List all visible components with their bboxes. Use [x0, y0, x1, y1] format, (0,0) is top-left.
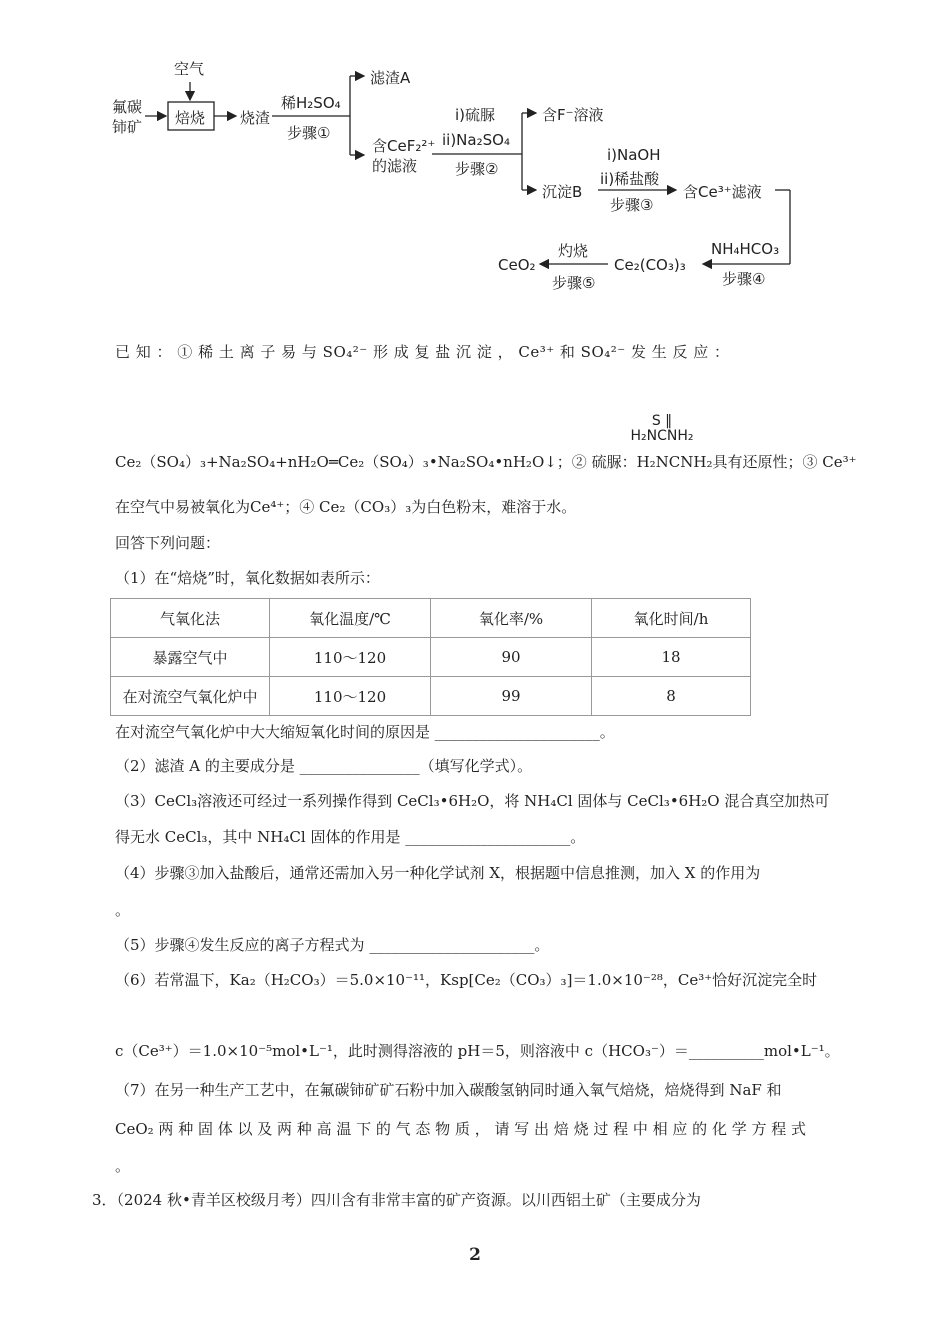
ore-label-1: 氟碳	[112, 98, 143, 116]
table-header: 气氧化法	[111, 599, 270, 638]
thiourea-structure: S ‖ H₂NCNH₂	[630, 413, 694, 444]
table-header-row	[111, 599, 751, 638]
table-cell: 90	[431, 638, 592, 677]
table-cell: 110～120	[270, 638, 431, 677]
step3-i-label: i)NaOH	[607, 146, 661, 164]
step5-label: 步骤⑤	[552, 274, 596, 292]
table-cell: 8	[592, 677, 751, 716]
ore-label-2: 铈矿	[112, 118, 143, 136]
flow-arrows	[0, 0, 950, 300]
roast-slag-label: 烧渣	[240, 109, 271, 127]
residue-a-label: 滤渣A	[370, 69, 411, 87]
step3-label: 步骤③	[610, 196, 654, 214]
acid-label: 稀H₂SO₄	[281, 94, 341, 112]
question-6-line-1: （6）若常温下，Ka₂（H₂CO₃）＝5.0×10⁻¹¹，Ksp[Ce₂（CO₃）₃]＝1.0×10⁻²⁸，Ce³⁺恰好沉淀完全时	[115, 971, 818, 989]
burn-label: 灼烧	[558, 242, 589, 260]
question-3-line-2: 得无水 CeCl₃，其中 NH₄Cl 固体的作用是 ______________________。	[115, 828, 586, 846]
ce2co3-label: Ce₂(CO₃)₃	[614, 256, 686, 274]
table-cell: 在对流空气氧化炉中	[111, 677, 270, 716]
table-row	[111, 677, 751, 716]
question-7-line-3: 。	[115, 1157, 131, 1175]
oxidation-table	[110, 598, 751, 716]
precip-b-label: 沉淀B	[542, 183, 583, 201]
table-cell: 110～120	[270, 677, 431, 716]
question-4-line-1: （4）步骤③加入盐酸后，通常还需加入另一种化学试剂 X，根据题中信息推测，加入 X 的作用为	[115, 864, 761, 882]
question-3-line-1: （3）CeCl₃溶液还可经过一系列操作得到 CeCl₃•6H₂O，将 NH₄Cl 固体与 CeCl₃•6H₂O 混合真空加热可	[115, 792, 830, 810]
intro-text: 回答下列问题：	[115, 534, 221, 552]
table-row	[111, 638, 751, 677]
step2-label: 步骤②	[455, 160, 499, 178]
step3-ii-label: ii)稀盐酸	[600, 170, 660, 188]
f-solution-label: 含F⁻溶液	[542, 106, 604, 124]
table-cell: 99	[431, 677, 592, 716]
step2-i-label: i)硫脲	[455, 106, 496, 124]
step4-label: 步骤④	[722, 270, 766, 288]
table-cell: 暴露空气中	[111, 638, 270, 677]
table-header: 氧化温度/℃	[270, 599, 431, 638]
question-1-blank: 在对流空气氧化炉中大大缩短氧化时间的原因是 ______________________。	[115, 723, 615, 741]
question-7-line-2: CeO₂ 两 种 固 体 以 及 两 种 高 温 下 的 气 态 物 质 ， 请 写 出 焙 烧 过 程 中 相 应 的 化 学 方 程 式	[115, 1120, 807, 1138]
known-line-3: 在空气中易被氧化为Ce⁴⁺；④ Ce₂（CO₃）₃为白色粉末，难溶于水。	[115, 498, 577, 516]
question-2: （2）滤渣 A 的主要成分是 ________________（填写化学式）。	[115, 757, 533, 775]
nh4hco3-label: NH₄HCO₃	[711, 240, 780, 258]
air-label: 空气	[174, 60, 205, 78]
step2-ii-label: ii)Na₂SO₄	[442, 131, 510, 149]
question-1: （1）在“焙烧”时，氧化数据如表所示：	[115, 569, 380, 587]
table-header: 氧化率/%	[431, 599, 592, 638]
question-4-line-2: 。	[115, 901, 131, 919]
table-header: 氧化时间/h	[592, 599, 751, 638]
question-next: 3．（2024 秋•青羊区校级月考）四川含有非常丰富的矿产资源。以川西铝土矿（主要成分为	[92, 1191, 701, 1209]
cef-label-2: 的滤液	[372, 157, 418, 175]
question-7-line-1: （7）在另一种生产工艺中，在氟碳铈矿矿石粉中加入碳酸氢钠同时通入氧气焙烧，焙烧得到 NaF 和	[115, 1081, 782, 1099]
ceo2-label: CeO₂	[498, 256, 536, 274]
page-number: 2	[469, 1245, 481, 1265]
ce3-filtrate-label: 含Ce³⁺滤液	[683, 183, 762, 201]
table-cell: 18	[592, 638, 751, 677]
known-line-1: 已 知 ： ① 稀 土 离 子 易 与 SO₄²⁻ 形 成 复 盐 沉 淀 ， Ce³⁺ 和 SO₄²⁻ 发 生 反 应 ：	[115, 343, 730, 361]
known-line-2: Ce₂（SO₄）₃+Na₂SO₄+nH₂O═Ce₂（SO₄）₃•Na₂SO₄•nH₂O↓；② 硫脲：H₂NCNH₂具有还原性；③ Ce³⁺	[115, 453, 857, 471]
question-5: （5）步骤④发生反应的离子方程式为 ______________________。	[115, 936, 550, 954]
roast-label: 焙烧	[175, 109, 206, 127]
cef-label-1: 含CeF₂²⁺	[372, 137, 436, 155]
question-6-line-2: c（Ce³⁺）＝1.0×10⁻⁵mol•L⁻¹，此时测得溶液的 pH＝5，则溶液中 c（HCO₃⁻）＝__________mol•L⁻¹。	[115, 1042, 840, 1060]
step1-label: 步骤①	[287, 124, 331, 142]
